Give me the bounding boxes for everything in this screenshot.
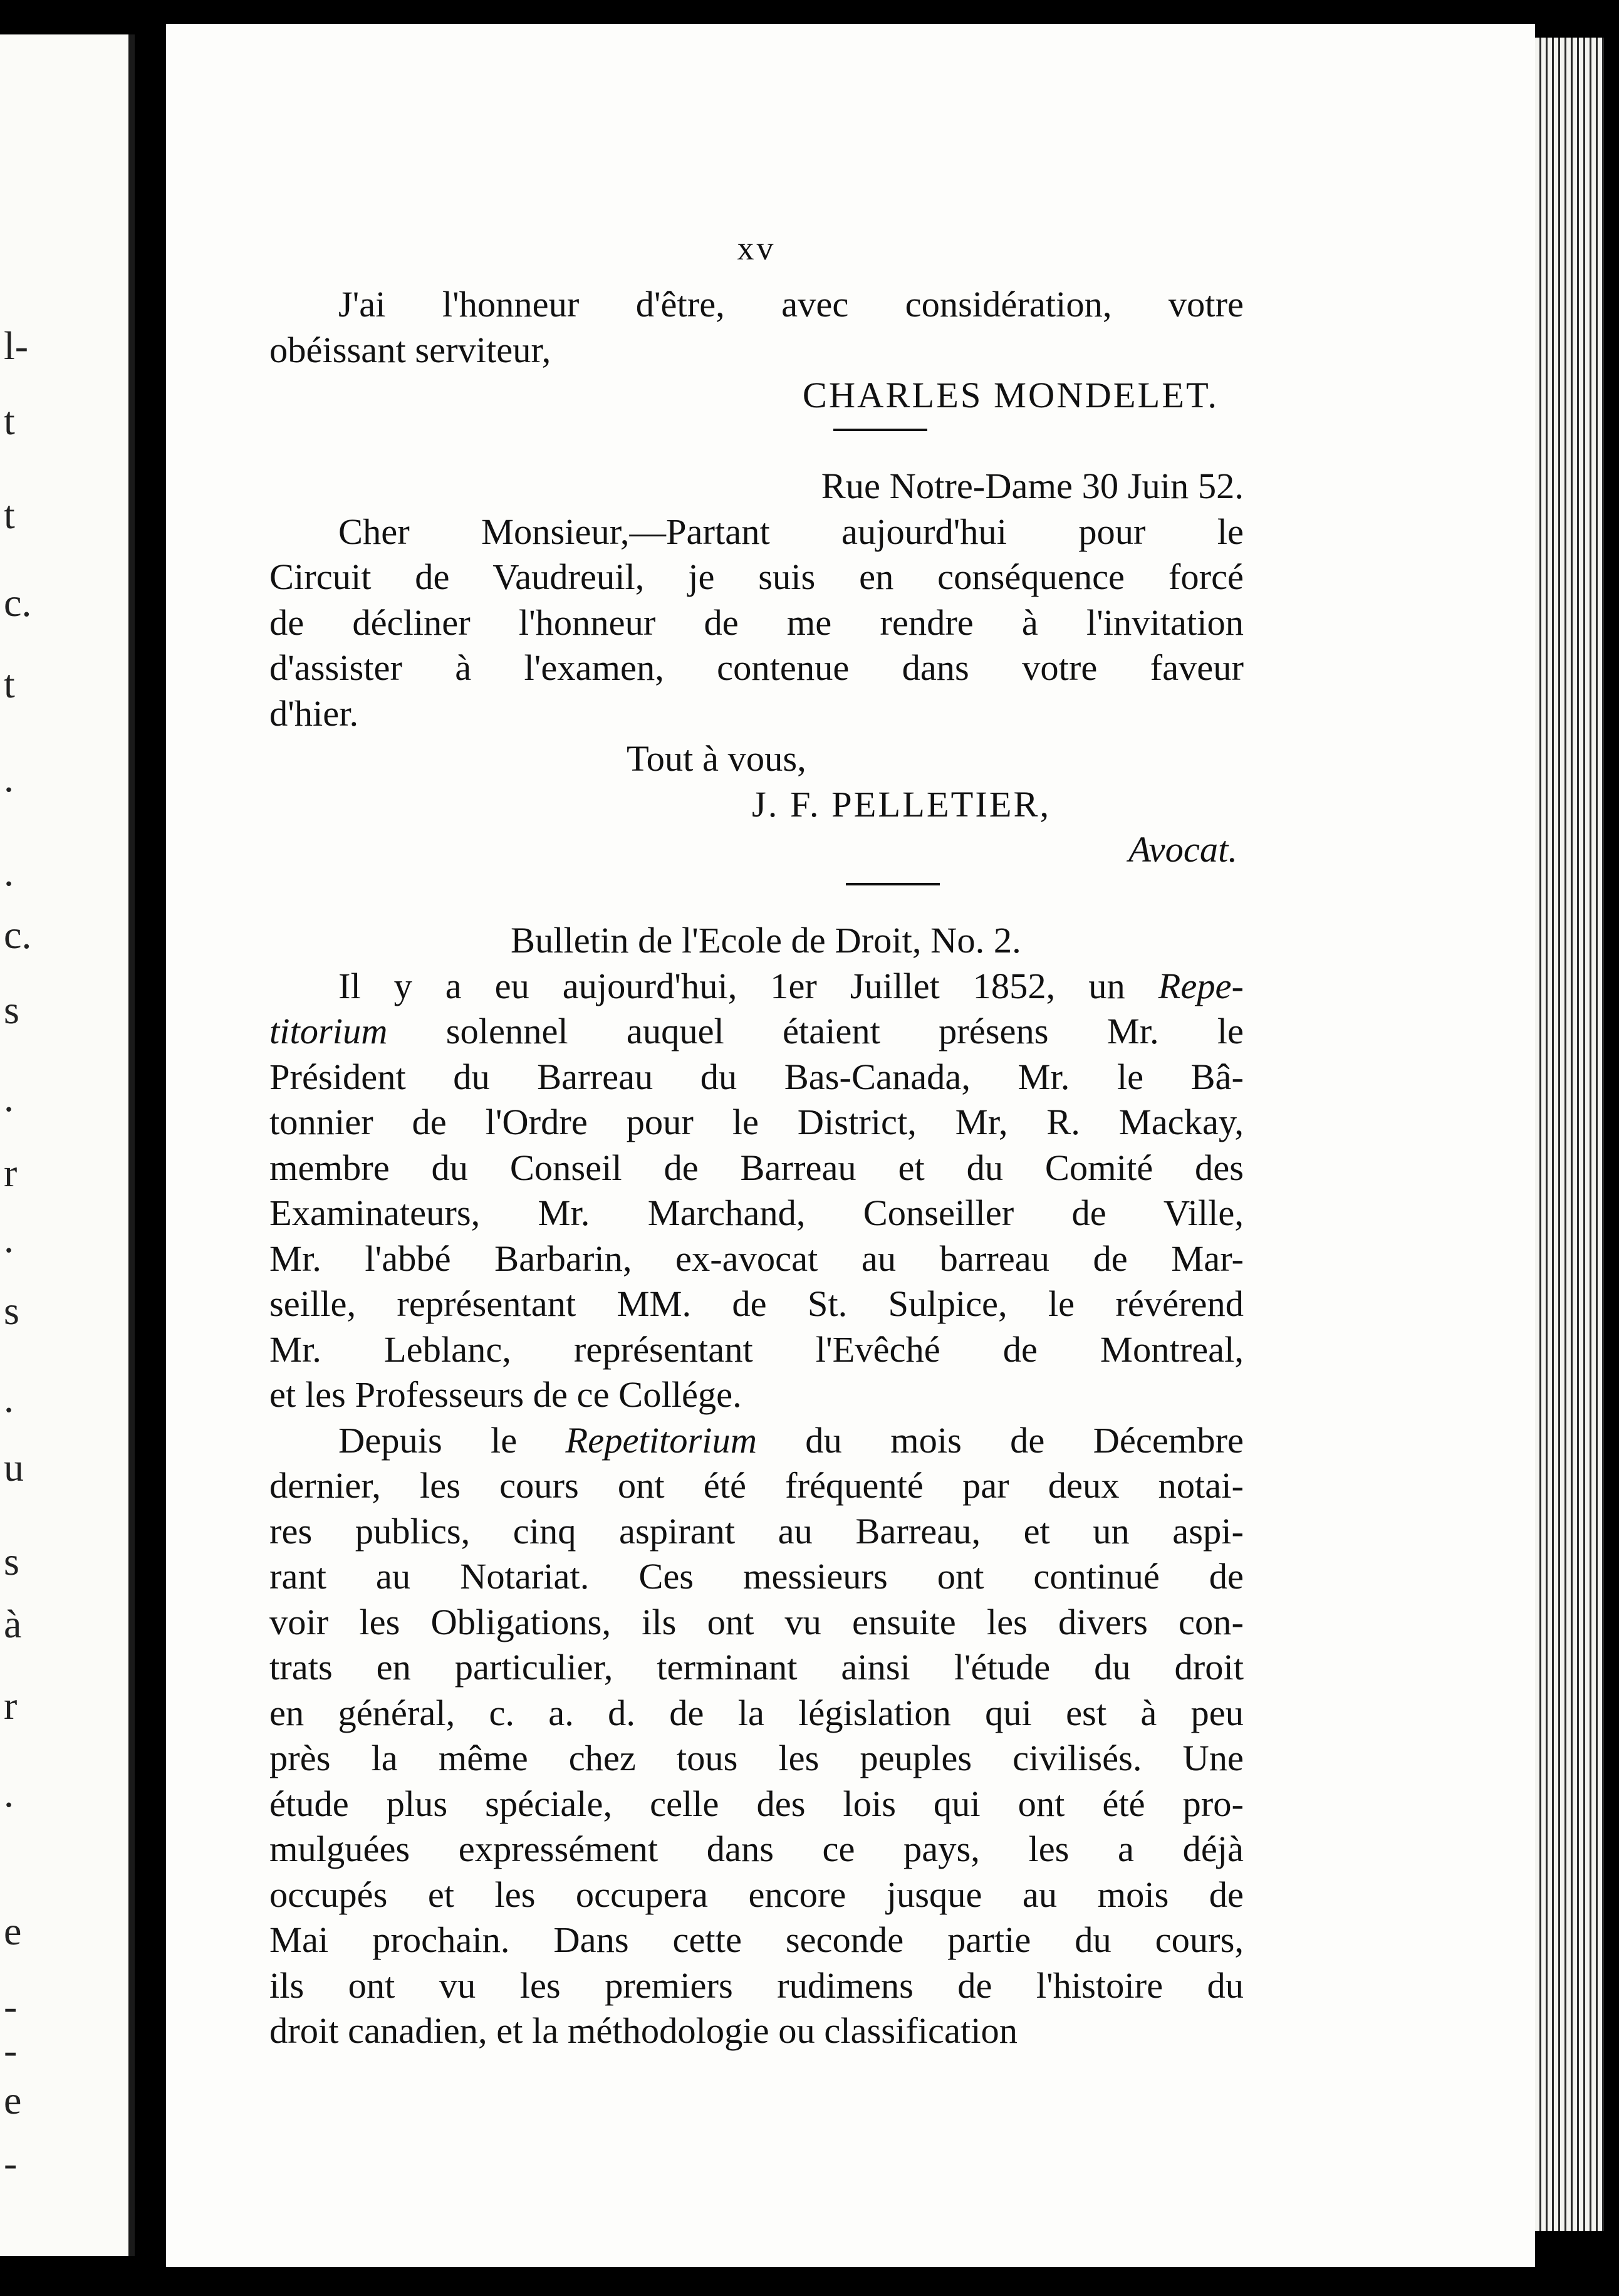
facing-page-fragment: . <box>4 1771 14 1815</box>
facing-page-fragment: - <box>4 1984 18 2028</box>
facing-page-fragment: . <box>4 1075 14 1120</box>
facing-page-fragment: c. <box>4 580 32 625</box>
paragraph-line: res publics, cinq aspirant au Barreau, et un aspi- <box>269 1510 1244 1552</box>
facing-page-fragment: r <box>4 1151 18 1195</box>
paragraph-line: Depuis le Repetitorium du mois de Décembre <box>338 1419 1244 1461</box>
facing-page-fragment: r <box>4 1683 18 1728</box>
paragraph-line: dernier, les cours ont été fréquenté par deux notai- <box>269 1465 1244 1506</box>
facing-page-fragment: . <box>4 756 14 800</box>
paragraph-line: tonnier de l'Ordre pour le District, Mr, R. Mackay, <box>269 1102 1244 1142</box>
letter2-line: d'assister à l'examen, contenue dans votre faveur <box>269 647 1244 688</box>
letter2-closing: Tout à vous, <box>627 738 806 779</box>
paragraph-line: Mr. Leblanc, représentant l'Evêché de Montreal, <box>269 1328 1244 1370</box>
facing-page-fragment: . <box>4 1376 14 1421</box>
letter1-signature: CHARLES MONDELET. <box>802 375 1219 415</box>
paragraph-line: Mai prochain. Dans cette seconde partie du cours, <box>269 1919 1244 1960</box>
bulletin-heading: Bulletin de l'Ecole de Droit, No. 2. <box>511 920 1021 961</box>
letter2-line: d'hier. <box>269 692 359 734</box>
letter1-line: obéissant serviteur, <box>269 329 551 370</box>
paragraph-line: seille, représentant MM. de St. Sulpice, le révérend <box>269 1283 1244 1324</box>
facing-page-fragment: t <box>4 399 15 443</box>
paragraph-line: Il y a eu aujourd'hui, 1er Juillet 1852, un Repe- <box>338 965 1244 1006</box>
paragraph-line: droit canadien, et la méthodologie ou classification <box>269 2010 1018 2051</box>
letter2-dateline: Rue Notre-Dame 30 Juin 52. <box>821 466 1244 506</box>
letter1-line: J'ai l'honneur d'être, avec considération, votre <box>338 284 1244 325</box>
paragraph-line: étude plus spéciale, celle des lois qui ont été pro- <box>269 1783 1244 1824</box>
separator-rule <box>269 873 1244 919</box>
facing-page-fragment: e <box>4 1909 22 1953</box>
facing-page-fragment: à <box>4 1602 22 1646</box>
paragraph-line: ils ont vu les premiers rudimens de l'histoire du <box>269 1965 1244 2006</box>
paragraph-line: Président du Barreau du Bas-Canada, Mr. le Bâ- <box>269 1056 1244 1097</box>
paragraph-line: occupés et les occupera encore jusque au mois de <box>269 1874 1244 1915</box>
paragraph-line: en général, c. a. d. de la législation qui est à peu <box>269 1692 1244 1733</box>
facing-page-fragment: l- <box>4 323 29 368</box>
letter2-title: Avocat. <box>1128 829 1237 870</box>
paragraph-line: trats en particulier, terminant ainsi l'étude du droit <box>269 1647 1244 1688</box>
bulletin-paragraph-2 <box>269 1418 1244 2054</box>
letter2-line: Circuit de Vaudreuil, je suis en conséquence forcé <box>269 556 1244 597</box>
facing-page-fragment: . <box>4 850 14 894</box>
facing-page-fragment: e <box>4 2078 22 2122</box>
page-folio: xv <box>737 229 776 267</box>
paragraph-line: voir les Obligations, ils ont vu ensuite les divers con- <box>269 1601 1244 1642</box>
letter2-line: de décliner l'honneur de me rendre à l'invitation <box>269 602 1244 643</box>
page-text <box>269 226 1244 2054</box>
paragraph-line: près la même chez tous les peuples civilisés. Une <box>269 1738 1244 1778</box>
facing-page-fragment: s <box>4 1288 19 1333</box>
paragraph-line: Mr. l'abbé Barbarin, ex-avocat au barreau de Mar- <box>269 1238 1244 1279</box>
separator-rule <box>269 419 1244 464</box>
paragraph-line: membre du Conseil de Barreau et du Comité des <box>269 1147 1244 1188</box>
facing-page-fragment: s <box>4 1539 19 1584</box>
paragraph-line: Examinateurs, Mr. Marchand, Conseiller de Ville, <box>269 1192 1244 1233</box>
letter2-signature: J. F. PELLETIER, <box>752 783 1051 825</box>
facing-page-fragment: u <box>4 1445 24 1490</box>
paragraph-line: mulguées expressément dans ce pays, les a déjà <box>269 1829 1244 1869</box>
facing-page-fragment: . <box>4 1216 14 1261</box>
facing-page-fragment: - <box>4 2028 18 2072</box>
facing-page-fragment: - <box>4 2141 18 2185</box>
facing-page-fragment: c. <box>4 912 32 957</box>
letter2-line: Cher Monsieur,—Partant aujourd'hui pour le <box>338 511 1244 552</box>
page-edges <box>1535 38 1604 2231</box>
paragraph-line: et les Professeurs de ce Collége. <box>269 1374 742 1415</box>
facing-page <box>0 34 135 2256</box>
paragraph-line: titorium solennel auquel étaient présens Mr. le <box>269 1011 1244 1051</box>
bulletin-paragraph-1 <box>269 964 1244 1418</box>
paragraph-line: rant au Notariat. Ces messieurs ont continué de <box>269 1556 1244 1597</box>
facing-page-fragment: t <box>4 662 15 706</box>
facing-page-fragment: t <box>4 493 15 537</box>
facing-page-fragment: s <box>4 988 19 1032</box>
